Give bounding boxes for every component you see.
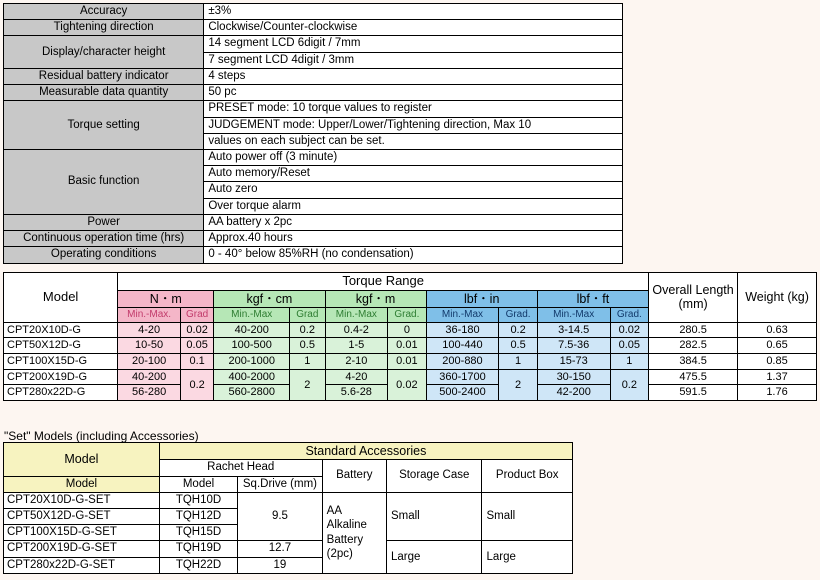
cell-kgfm-grad: 0.01 [388, 354, 426, 370]
col-header-unit-nm: N・m [118, 290, 214, 307]
col-header-storage-case: Storage Case [386, 460, 482, 492]
cell-weight: 0.63 [738, 322, 817, 338]
subheader-minmax-kgfcm: Min.-Max [214, 308, 290, 323]
spec-label: Residual battery indicator [4, 68, 204, 84]
subheader-minmax-kgfm: Min.-Max [325, 308, 388, 323]
spec-value: JUDGEMENT mode: Upper/Lower/Tightening direction, Max 10 [204, 117, 623, 133]
spec-value: values on each subject can be set. [204, 133, 623, 149]
cell-lbfft-range: 30-150 [537, 369, 610, 385]
cell-kgfcm-grad: 1 [290, 354, 325, 370]
cell-lbfft-grad: 0.02 [610, 322, 649, 338]
table-row [4, 492, 573, 508]
col-header-battery: Battery [322, 460, 386, 492]
cell-overall-length: 280.5 [649, 322, 738, 338]
table-row [4, 247, 623, 263]
spec-value: ±3% [204, 4, 623, 20]
table-row [4, 214, 623, 230]
spec-value: PRESET mode: 10 torque values to register [204, 101, 623, 117]
set-models-caption: "Set" Models (including Accessories) [4, 429, 199, 443]
col-header-set-model-2: Model [4, 476, 160, 492]
spec-value: 0 - 40° below 85%RH (no condensation) [204, 247, 623, 263]
spec-value: Clockwise/Counter-clockwise [204, 20, 623, 36]
cell-kgfm-grad: 0.01 [388, 338, 426, 354]
cell-set-model: CPT50X12D-G-SET [4, 509, 160, 525]
spec-value: 14 segment LCD 6digit / 7mm [204, 36, 623, 52]
cell-lbfin-range: 200-880 [426, 354, 499, 370]
cell-nm-range: 20-100 [118, 354, 181, 370]
cell-kgfm-range: 0.4-2 [325, 322, 388, 338]
col-header-unit-lbfin: lbf・in [426, 290, 537, 307]
col-header-unit-kgfcm: kgf・cm [214, 290, 325, 307]
cell-model: CPT200X19D-G [4, 369, 118, 385]
table-row [4, 85, 623, 101]
table-row [4, 231, 623, 247]
cell-product-box: Large [482, 541, 573, 573]
subheader-grad-kgfcm: Grad [290, 308, 325, 323]
spec-label: Measurable data quantity [4, 85, 204, 101]
cell-head-model: TQH22D [159, 557, 237, 573]
cell-nm-range: 4-20 [118, 322, 181, 338]
cell-head-model: TQH10D [159, 492, 237, 508]
cell-head-model: TQH19D [159, 541, 237, 557]
cell-overall-length: 282.5 [649, 338, 738, 354]
spec-label: Basic function [4, 149, 204, 214]
subheader-minmax-nm: Min.-Max. [118, 308, 181, 323]
spec-label: Power [4, 214, 204, 230]
cell-lbfft-range: 42-200 [537, 385, 610, 401]
cell-head-model: TQH12D [159, 509, 237, 525]
cell-nm-grad: 0.05 [180, 338, 213, 354]
cell-lbfin-grad: 1 [499, 354, 537, 370]
col-header-unit-lbfft: lbf・ft [537, 290, 648, 307]
cell-set-model: CPT100X15D-G-SET [4, 525, 160, 541]
subheader-grad-nm: Grad [180, 308, 213, 323]
cell-head-model: TQH15D [159, 525, 237, 541]
cell-kgfcm-grad: 0.2 [290, 322, 325, 338]
cell-lbfin-range: 500-2400 [426, 385, 499, 401]
subheader-minmax-lbfin: Min.-Max [426, 308, 499, 323]
cell-lbfin-range: 36-180 [426, 322, 499, 338]
cell-lbfft-grad: 0.2 [610, 369, 649, 400]
spec-value: AA battery x 2pc [204, 214, 623, 230]
cell-weight: 1.37 [738, 369, 817, 385]
cell-kgfm-range: 4-20 [325, 369, 388, 385]
cell-kgfm-range: 5.6-28 [325, 385, 388, 401]
spec-label: Continuous operation time (hrs) [4, 231, 204, 247]
cell-storage-case: Small [386, 492, 482, 541]
table-header-row [4, 273, 817, 291]
cell-weight: 0.85 [738, 354, 817, 370]
col-header-standard-accessories: Standard Accessories [159, 443, 572, 460]
cell-lbfft-range: 3-14.5 [537, 322, 610, 338]
cell-model: CPT100X15D-G [4, 354, 118, 370]
subheader-grad-kgfm: Grad. [388, 308, 426, 323]
cell-lbfft-range: 7.5-36 [537, 338, 610, 354]
table-row [4, 322, 817, 338]
cell-nm-grad: 0.02 [180, 322, 213, 338]
col-header-product-box: Product Box [482, 460, 573, 492]
spec-value: 4 steps [204, 68, 623, 84]
spec-value: Over torque alarm [204, 198, 623, 214]
cell-lbfft-grad: 1 [610, 354, 649, 370]
table-row [4, 369, 817, 385]
cell-product-box: Small [482, 492, 573, 541]
col-header-unit-kgfm: kgf・m [325, 290, 426, 307]
cell-model: CPT20X10D-G [4, 322, 118, 338]
cell-weight: 0.65 [738, 338, 817, 354]
spec-value: Auto power off (3 minute) [204, 149, 623, 165]
cell-nm-grad: 0.2 [180, 369, 213, 400]
col-header-set-model: Model [4, 443, 160, 477]
cell-kgfcm-range: 40-200 [214, 322, 290, 338]
spec-label: Operating conditions [4, 247, 204, 263]
cell-sq-drive: 9.5 [238, 492, 322, 541]
cell-model: CPT280x22D-G [4, 385, 118, 401]
table-row [4, 338, 817, 354]
cell-lbfin-grad: 2 [499, 369, 537, 400]
cell-overall-length: 475.5 [649, 369, 738, 385]
spec-label: Tightening direction [4, 20, 204, 36]
cell-kgfcm-grad: 2 [290, 369, 325, 400]
spec-value: 50 pc [204, 85, 623, 101]
subheader-grad-lbfin: Grad. [499, 308, 537, 323]
spec-label: Torque setting [4, 101, 204, 150]
set-models-table [3, 442, 573, 574]
cell-lbfin-range: 100-440 [426, 338, 499, 354]
cell-lbfin-grad: 0.5 [499, 338, 537, 354]
table-header-row [4, 443, 573, 460]
cell-nm-range: 40-200 [118, 369, 181, 385]
spec-value: Approx.40 hours [204, 231, 623, 247]
cell-nm-range: 10-50 [118, 338, 181, 354]
table-row [4, 36, 623, 52]
cell-battery: AA Alkaline Battery (2pc) [322, 492, 386, 573]
cell-overall-length: 591.5 [649, 385, 738, 401]
cell-lbfin-grad: 0.2 [499, 322, 537, 338]
spec-value: Auto zero [204, 182, 623, 198]
cell-lbfin-range: 360-1700 [426, 369, 499, 385]
col-header-rh-sqdrive: Sq.Drive (mm) [238, 476, 322, 492]
cell-storage-case: Large [386, 541, 482, 573]
subheader-minmax-lbfft: Min.-Max [537, 308, 610, 323]
cell-kgfm-range: 1-5 [325, 338, 388, 354]
col-header-rachet-head: Rachet Head [159, 460, 322, 476]
spec-value: 7 segment LCD 4digit / 3mm [204, 52, 623, 68]
subheader-grad-lbfft: Grad. [610, 308, 649, 323]
cell-overall-length: 384.5 [649, 354, 738, 370]
col-header-rh-model: Model [159, 476, 237, 492]
cell-kgfm-grad: 0.02 [388, 369, 426, 400]
cell-kgfcm-range: 100-500 [214, 338, 290, 354]
col-header-weight: Weight (kg) [738, 273, 817, 323]
cell-set-model: CPT280x22D-G-SET [4, 557, 160, 573]
cell-model: CPT50X12D-G [4, 338, 118, 354]
col-header-overall-length: Overall Length (mm) [649, 273, 738, 323]
specifications-table [3, 3, 623, 264]
table-row [4, 68, 623, 84]
table-row [4, 20, 623, 36]
cell-nm-range: 56-280 [118, 385, 181, 401]
cell-kgfcm-range: 400-2000 [214, 369, 290, 385]
cell-lbfft-range: 15-73 [537, 354, 610, 370]
cell-set-model: CPT200X19D-G-SET [4, 541, 160, 557]
table-row [4, 541, 573, 557]
table-row [4, 149, 623, 165]
cell-kgfm-grad: 0 [388, 322, 426, 338]
cell-set-model: CPT20X10D-G-SET [4, 492, 160, 508]
cell-sq-drive: 12.7 [238, 541, 322, 557]
col-header-model: Model [4, 273, 118, 323]
spec-value: Auto memory/Reset [204, 166, 623, 182]
table-row [4, 354, 817, 370]
cell-nm-grad: 0.1 [180, 354, 213, 370]
col-header-torque-range: Torque Range [118, 273, 649, 291]
cell-kgfm-range: 2-10 [325, 354, 388, 370]
torque-range-table [3, 272, 817, 401]
cell-kgfcm-grad: 0.5 [290, 338, 325, 354]
table-row [4, 101, 623, 117]
cell-lbfft-grad: 0.05 [610, 338, 649, 354]
cell-kgfcm-range: 560-2800 [214, 385, 290, 401]
spec-label: Accuracy [4, 4, 204, 20]
cell-weight: 1.76 [738, 385, 817, 401]
cell-sq-drive: 19 [238, 557, 322, 573]
cell-kgfcm-range: 200-1000 [214, 354, 290, 370]
spec-label: Display/character height [4, 36, 204, 68]
table-row [4, 4, 623, 20]
